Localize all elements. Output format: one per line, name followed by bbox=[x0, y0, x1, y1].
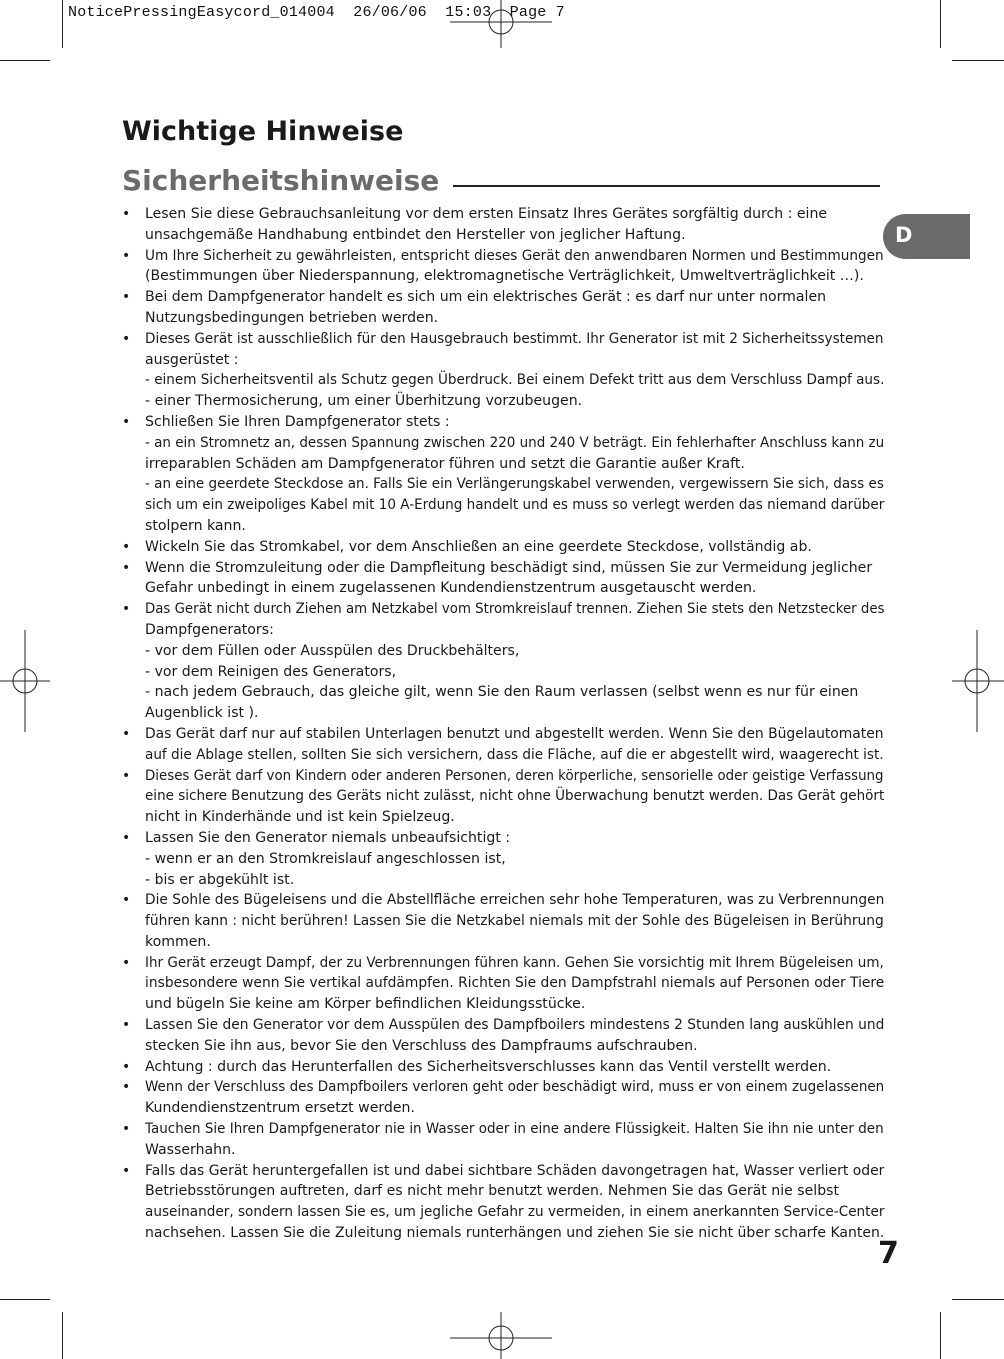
list-item-line: • Achtung : durch das Herunterfallen des Sicherheitsverschlusses kann das Ventil verstellt werden. bbox=[145, 1058, 832, 1075]
list-item bbox=[122, 953, 884, 1015]
list-item-line: Gefahr unbedingt in einem zugelassenen Kundendienstzentrum ausgetauscht werden. bbox=[145, 580, 757, 597]
list-item-line: eine sichere Benutzung des Geräts nicht zulässt, nicht ohne Überwachung benutzt werden. Das Gerät gehört bbox=[145, 788, 885, 805]
language-tab-label: D bbox=[895, 223, 913, 247]
crop-mark bbox=[940, 1312, 941, 1359]
list-item bbox=[122, 1057, 884, 1078]
list-item-line: auseinander, sondern lassen Sie es, um jegliche Gefahr zu vermeiden, in einem anerkannten Service-Center bbox=[145, 1204, 885, 1221]
list-item-line: - nach jedem Gebrauch, das gleiche gilt, wenn Sie den Raum verlassen (selbst wenn es nur für einen bbox=[145, 684, 859, 701]
list-item-line: • Um Ihre Sicherheit zu gewährleisten, entspricht dieses Gerät den anwendbaren Normen und Bestimmungen bbox=[145, 247, 884, 264]
list-item-line: • Schließen Sie Ihren Dampfgenerator stets : bbox=[145, 413, 450, 430]
list-item-line: insbesondere wenn Sie vertikal aufdämpfen. Richten Sie den Dampfstrahl niemals auf Personen oder Tiere bbox=[145, 975, 885, 992]
list-item-line: • Das Gerät darf nur auf stabilen Unterlagen benutzt und abgestellt werden. Wenn Sie den Bügelautomaten bbox=[145, 725, 884, 742]
list-item-line: • Wenn der Verschluss des Dampfboilers verloren geht oder beschädigt wird, muss er von einem zugelassenen bbox=[145, 1079, 885, 1096]
list-item-line: • Lesen Sie diese Gebrauchsanleitung vor dem ersten Einsatz Ihres Gerätes sorgfältig durch : eine bbox=[145, 206, 828, 222]
list-item-line: - an ein Stromnetz an, dessen Spannung zwischen 220 und 240 V beträgt. Ein fehlerhafter Anschluss kann zu bbox=[145, 434, 885, 451]
list-item bbox=[122, 599, 884, 724]
list-item bbox=[122, 1015, 884, 1057]
list-item bbox=[122, 412, 884, 537]
list-item-line: - vor dem Reinigen des Generators, bbox=[145, 663, 397, 680]
list-item-line: - vor dem Füllen oder Ausspülen des Druckbehälters, bbox=[145, 642, 520, 659]
list-item bbox=[122, 1119, 884, 1161]
list-item-line: - an eine geerdete Steckdose an. Falls Sie ein Verlängerungskabel verwenden, vergewissern Sie sich, dass es bbox=[145, 476, 884, 493]
crop-mark bbox=[62, 0, 63, 48]
list-item-line: - einer Thermosicherung, um einer Überhitzung vorzubeugen. bbox=[145, 393, 583, 410]
list-item bbox=[122, 537, 884, 558]
language-tab bbox=[883, 214, 970, 259]
list-item bbox=[122, 890, 884, 952]
registration-mark-icon bbox=[450, 1312, 552, 1359]
list-item-line: kommen. bbox=[145, 933, 211, 950]
list-item bbox=[122, 329, 884, 412]
list-item-line: • Tauchen Sie Ihren Dampfgenerator nie in Wasser oder in eine andere Flüssigkeit. Halten Sie ihn nie unter den bbox=[145, 1121, 884, 1138]
list-item bbox=[122, 287, 884, 329]
list-item bbox=[122, 246, 884, 288]
list-item-line: • Das Gerät nicht durch Ziehen am Netzkabel vom Stromkreislauf trennen. Ziehen Sie stets den Netzstecker des bbox=[145, 601, 885, 618]
list-item-line: Wasserhahn. bbox=[145, 1141, 236, 1158]
list-item-line: Augenblick ist ). bbox=[145, 705, 259, 722]
crop-mark bbox=[952, 60, 1004, 61]
list-item-line: • Wickeln Sie das Stromkabel, vor dem Anschließen an eine geerdete Steckdose, vollständig ab. bbox=[145, 538, 812, 555]
list-item-line: • Bei dem Dampfgenerator handelt es sich um ein elektrisches Gerät : es darf nur unter normalen bbox=[145, 289, 827, 306]
crop-mark bbox=[62, 1312, 63, 1359]
list-item bbox=[122, 558, 884, 600]
list-item bbox=[122, 1077, 884, 1119]
list-item-line: • Wenn die Stromzuleitung oder die Dampfleitung beschädigt sind, müssen Sie zur Vermeidung jeglicher bbox=[145, 559, 873, 576]
list-item-line: - wenn er an den Stromkreislauf angeschlossen ist, bbox=[145, 850, 506, 867]
list-item-line: - bis er abgekühlt ist. bbox=[145, 871, 295, 888]
safety-list bbox=[122, 204, 884, 1244]
list-item bbox=[122, 1161, 884, 1244]
list-item bbox=[122, 204, 884, 246]
list-item bbox=[122, 828, 884, 890]
registration-mark-icon bbox=[952, 630, 1004, 732]
list-item-line: und bügeln Sie keine am Körper befindlichen Kleidungsstücke. bbox=[145, 996, 586, 1013]
crop-mark bbox=[0, 60, 50, 61]
section-rule bbox=[453, 185, 880, 187]
list-item-line: • Lassen Sie den Generator vor dem Ausspülen des Dampfboilers mindestens 2 Stunden lang auskühlen und bbox=[145, 1017, 885, 1034]
list-item bbox=[122, 724, 884, 766]
list-item-line: sich um ein zweipoliges Kabel mit 10 A-Erdung handelt und es muss so verlegt werden das niemand darüber bbox=[145, 497, 885, 514]
list-item-line: nicht in Kinderhände und ist kein Spielzeug. bbox=[145, 809, 455, 826]
list-item-line: Dampfgenerators: bbox=[145, 621, 274, 638]
list-item-line: stecken Sie ihn aus, bevor Sie den Verschluss des Dampfraums aufschrauben. bbox=[145, 1037, 698, 1054]
list-item-line: • Lassen Sie den Generator niemals unbeaufsichtigt : bbox=[145, 829, 511, 846]
print-header: NoticePressingEasycord_014004 26/06/06 15:03 Page 7 bbox=[68, 4, 565, 21]
list-item-line: • Falls das Gerät heruntergefallen ist und dabei sichtbare Schäden davongetragen hat, Wasser verliert oder bbox=[145, 1162, 885, 1179]
list-item-line: Kundendienstzentrum ersetzt werden. bbox=[145, 1100, 415, 1117]
list-item bbox=[122, 766, 884, 828]
list-item-line: • Dieses Gerät ist ausschließlich für den Hausgebrauch bestimmt. Ihr Generator ist mit 2 Sicherheitssystemen bbox=[145, 330, 884, 347]
list-item-line: (Bestimmungen über Niederspannung, elektromagnetische Verträglichkeit, Umweltverträglichkeit …). bbox=[145, 268, 864, 285]
registration-mark-icon bbox=[0, 630, 50, 732]
list-item-line: Nutzungsbedingungen betrieben werden. bbox=[145, 309, 439, 326]
list-item-line: nachsehen. Lassen Sie die Zuleitung niemals runterhängen und ziehen Sie sie nicht über scharfe Kanten. bbox=[145, 1225, 885, 1242]
page-number: 7 bbox=[878, 1236, 899, 1271]
list-item-line: irreparablen Schäden am Dampfgenerator führen und setzt die Garantie außer Kraft. bbox=[145, 455, 745, 472]
list-item-line: unsachgemäße Handhabung entbindet den Hersteller von jeglicher Haftung. bbox=[145, 226, 686, 243]
list-item-line: auf die Ablage stellen, sollten Sie sich versichern, dass die Fläche, auf die er abgestellt wird, waagerecht ist. bbox=[145, 746, 884, 763]
list-item-line: ausgerüstet : bbox=[145, 351, 239, 368]
crop-mark bbox=[940, 0, 941, 48]
list-item-line: stolpern kann. bbox=[145, 517, 246, 534]
list-item-line: • Die Sohle des Bügeleisens und die Abstellfläche erreichen sehr hohe Temperaturen, was zu Verbrennungen bbox=[145, 892, 885, 909]
crop-mark bbox=[952, 1299, 1004, 1300]
page-title: Wichtige Hinweise bbox=[122, 116, 404, 147]
list-item-line: • Dieses Gerät darf von Kindern oder anderen Personen, deren körperliche, sensorielle oder geistige Verfassung bbox=[145, 767, 884, 784]
list-item-line: Betriebsstörungen auftreten, darf es nicht mehr benutzt werden. Nehmen Sie das Gerät nie selbst bbox=[145, 1183, 840, 1200]
section-heading-row bbox=[122, 164, 880, 200]
list-item-line: führen kann : nicht berühren! Lassen Sie die Netzkabel niemals mit der Sohle des Bügeleisen in Berührung bbox=[145, 913, 884, 930]
list-item-line: - einem Sicherheitsventil als Schutz gegen Überdruck. Bei einem Defekt tritt aus dem Verschluss Dampf aus. bbox=[145, 372, 885, 389]
section-heading: Sicherheitshinweise bbox=[122, 164, 440, 197]
registration-mark-icon bbox=[450, 0, 552, 48]
list-item-line: • Ihr Gerät erzeugt Dampf, der zu Verbrennungen führen kann. Gehen Sie vorsichtig mit Ihrem Bügeleisen um, bbox=[145, 954, 884, 971]
crop-mark bbox=[0, 1299, 50, 1300]
